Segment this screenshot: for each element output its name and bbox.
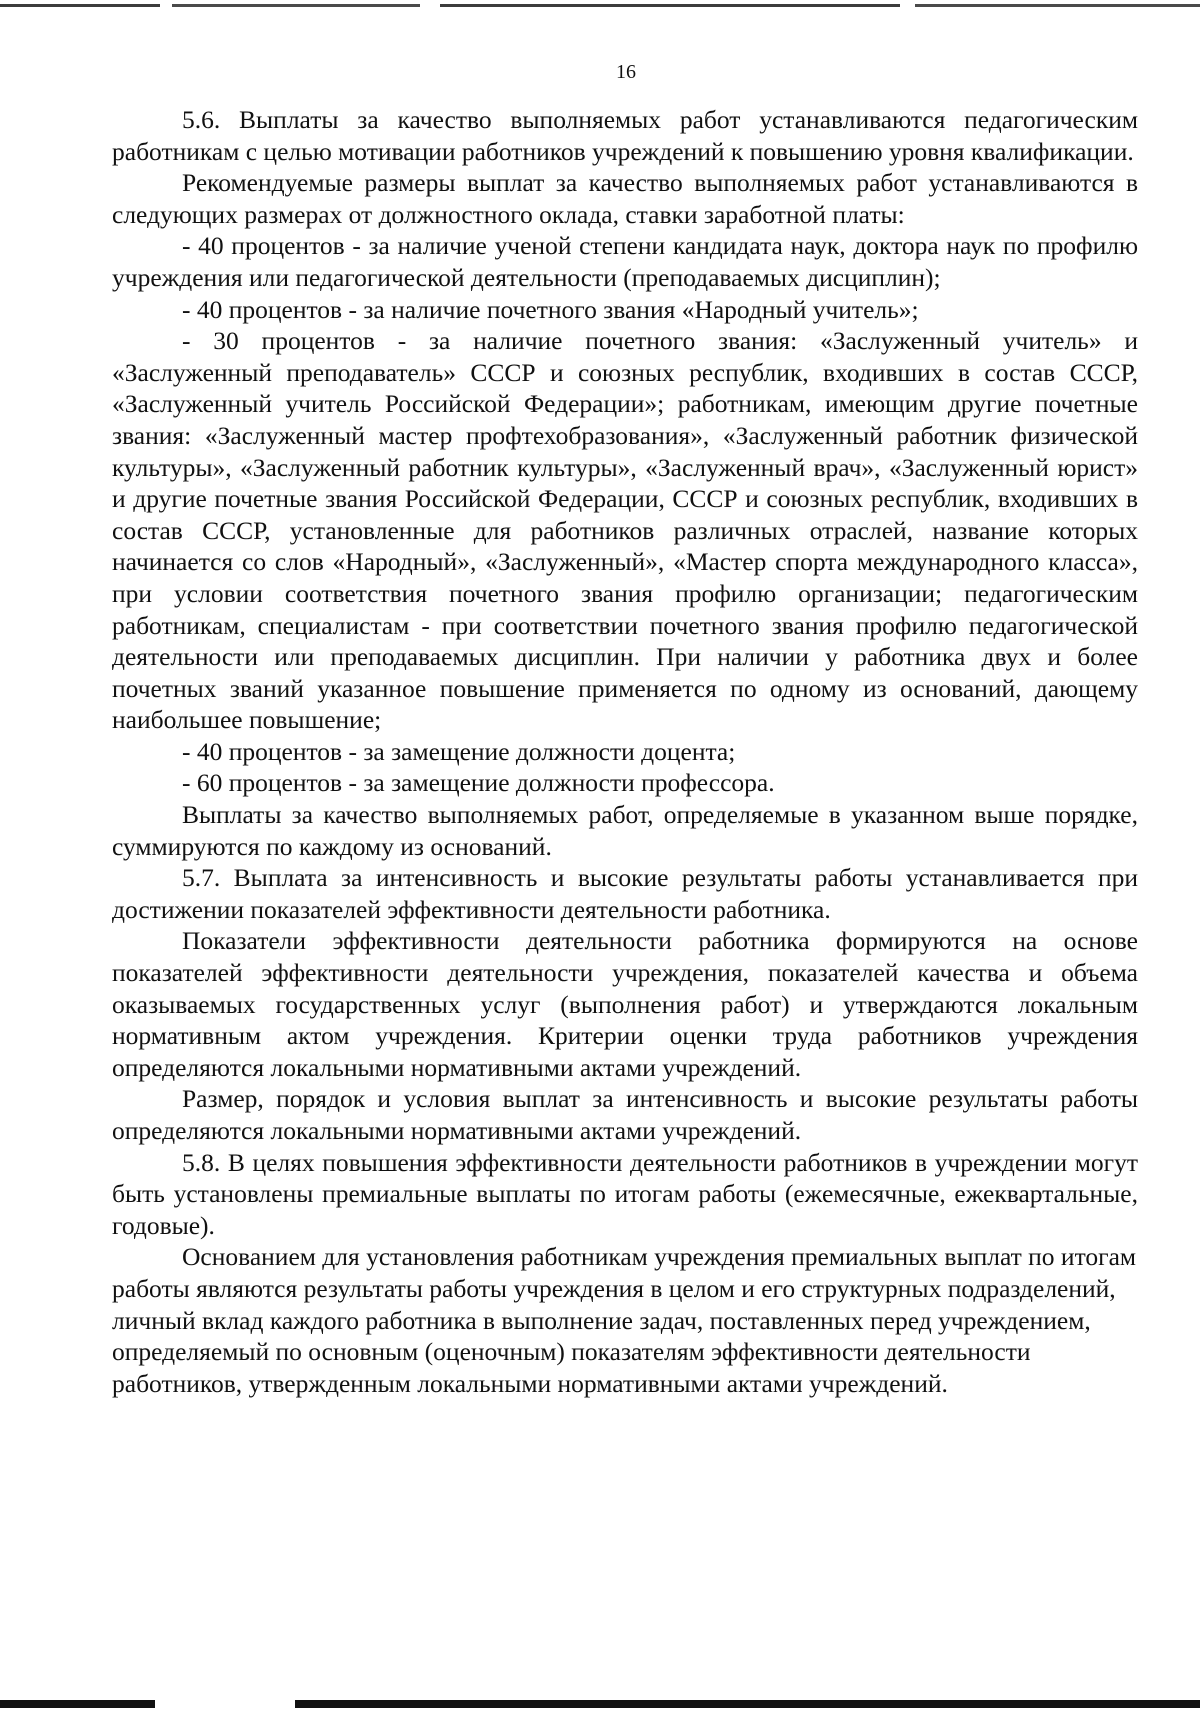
list-item-academic-degree: - 40 процентов - за наличие ученой степени кандидата наук, доктора наук по профилю учреждения или педагогической деятельности (преподаваемых дисциплин); — [112, 231, 1138, 292]
page-number: 16 — [616, 61, 636, 83]
list-item-honored-titles: - 30 процентов - за наличие почетного звания: «Заслуженный учитель» и «Заслуженный преподаватель» СССР и союзных республик, входивших в состав СССР, «Заслуженный учитель Российской Федерации»; работникам, имеющим другие почетные звания: «Заслуженный мастер профтехобразования», «Заслуженный работник физической культуры», «Заслуженный работник культуры», «Заслуженный врач», «Заслуженный юрист» и другие почетные звания Российской Федерации, СССР и союзных республик, входивших в состав СССР, установленные для работников различных отраслей, название которых начинается со слов «Народный», «Заслуженный», «Мастер спорта международного класса», при условии соответствия почетного звания профилю организации; педагогическим работникам, специалистам - при соответствии почетного звания профилю педагогической деятельности или преподаваемых дисциплин. При наличии у работника двух и более почетных званий указанное повышение применяется по одному из оснований, дающему наибольшее повышение; — [112, 326, 1138, 735]
list-item-people-teacher: - 40 процентов - за наличие почетного звания «Народный учитель»; — [182, 294, 919, 324]
paragraph-5-6: 5.6. Выплаты за качество выполняемых работ устанавливаются педагогическим работникам с целью мотивации работников учреждений к повышению уровня квалификации. — [112, 105, 1138, 166]
scan-bottom-edge — [0, 1700, 1200, 1708]
paragraph-summation: Выплаты за качество выполняемых работ, определяемые в указанном выше порядке, суммируются по каждому из оснований. — [112, 800, 1138, 861]
list-item-professor: - 60 процентов - за замещение должности профессора. — [182, 768, 775, 798]
list-item-docent: - 40 процентов - за замещение должности доцента; — [182, 736, 736, 766]
scan-top-edge — [0, 4, 1200, 7]
paragraph-bonus-basis: Основанием для установления работникам учреждения премиальных выплат по итогам работы являются результаты работы учреждения в целом и его структурных подразделений, личный вклад каждого работника в выполнение задач, поставленных перед учреждением, определяемый по основным (оценочным) показателям эффективности деятельности работников, утвержденным локальными нормативными актами учреждений. — [112, 1242, 1137, 1398]
paragraph-intensity-payments: Размер, порядок и условия выплат за интенсивность и высокие результаты работы определяются локальными нормативными актами учреждений. — [112, 1084, 1138, 1145]
paragraph-5-7: 5.7. Выплата за интенсивность и высокие результаты работы устанавливается при достижении показателей эффективности деятельности работника. — [112, 863, 1138, 924]
paragraph-5-8: 5.8. В целях повышения эффективности деятельности работников в учреждении могут быть установлены премиальные выплаты по итогам работы (ежемесячные, ежеквартальные, годовые). — [112, 1147, 1138, 1240]
document-body — [112, 104, 1138, 1399]
paragraph-recommended-sizes: Рекомендуемые размеры выплат за качество выполняемых работ устанавливаются в следующих размерах от должностного оклада, ставки заработной платы: — [112, 168, 1138, 229]
paragraph-performance-indicators: Показатели эффективности деятельности работника формируются на основе показателей эффективности деятельности учреждения, показателей качества и объема оказываемых государственных услуг (выполнения работ) и утверждаются локальным нормативным актом учреждения. Критерии оценки труда работников учреждения определяются локальными нормативными актами учреждений. — [112, 926, 1138, 1082]
